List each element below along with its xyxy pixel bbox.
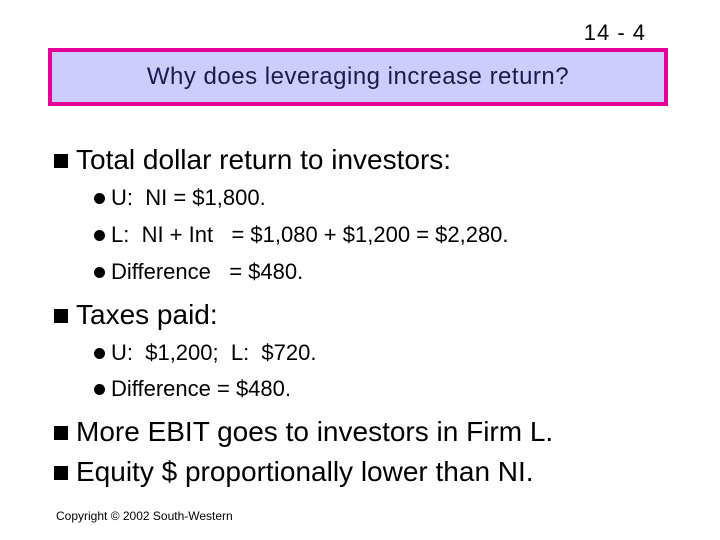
round-bullet-icon (94, 348, 105, 359)
bullet-equity-lower (54, 455, 534, 489)
sub-bullet-levered-ni (94, 221, 509, 249)
copyright-notice: Copyright © 2002 South-Western (56, 509, 233, 523)
square-bullet-icon (54, 154, 68, 168)
slide-title: Why does leveraging increase return? (146, 63, 570, 90)
sub-bullet-return-difference (94, 258, 303, 286)
bullet-text: Equity $ proportionally lower than NI. (76, 456, 534, 487)
bullet-more-ebit (54, 415, 553, 449)
sub-bullet-tax-difference (94, 375, 291, 403)
sub-bullet-text: U: $1,200; L: $720. (111, 340, 317, 365)
bullet-text: Total dollar return to investors: (76, 144, 452, 175)
sub-bullet-text: U: NI = $1,800. (111, 185, 266, 210)
square-bullet-icon (54, 426, 68, 440)
title-box (48, 48, 668, 106)
sub-bullet-text: Difference = $480. (111, 259, 304, 284)
round-bullet-icon (94, 193, 105, 204)
round-bullet-icon (94, 267, 105, 278)
square-bullet-icon (54, 466, 68, 480)
bullet-taxes-paid (54, 298, 218, 332)
bullet-text: More EBIT goes to investors in Firm L. (76, 416, 554, 447)
round-bullet-icon (94, 384, 105, 395)
bullet-total-dollar-return (54, 143, 451, 177)
sub-bullet-taxes (94, 339, 316, 367)
sub-bullet-text: Difference = $480. (111, 376, 291, 401)
sub-bullet-unlevered-ni (94, 184, 266, 212)
slide-number: 14 - 4 (583, 20, 646, 45)
round-bullet-icon (94, 230, 105, 241)
square-bullet-icon (54, 309, 68, 323)
bullet-text: Taxes paid: (76, 299, 218, 330)
sub-bullet-text: L: NI + Int = $1,080 + $1,200 = $2,280. (111, 222, 509, 247)
